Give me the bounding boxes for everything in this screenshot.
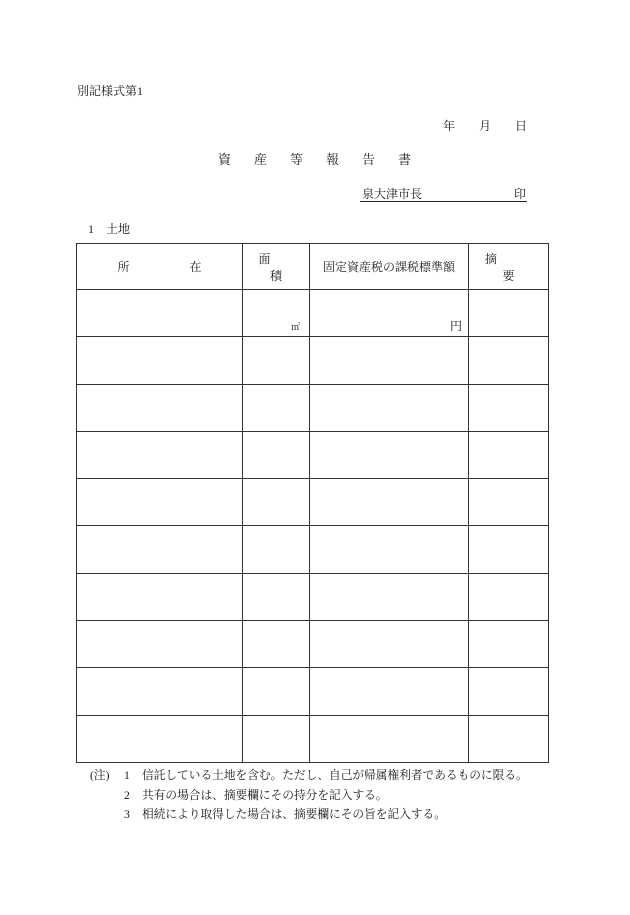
form-label: 別記様式第1: [77, 84, 144, 98]
tax-base-cell: [310, 668, 469, 715]
table-row: [77, 668, 549, 715]
table-row: [77, 384, 549, 431]
notes-section: [90, 766, 528, 825]
note-text: 共有の場合は、摘要欄にその持分を記入する。: [142, 788, 388, 802]
land-assets-table: [76, 243, 549, 763]
location-cell: [77, 479, 243, 526]
remarks-cell: [469, 384, 549, 431]
location-cell: [77, 621, 243, 668]
area-unit: ㎡: [290, 322, 300, 333]
tax-base-cell: [310, 384, 469, 431]
remarks-cell: [469, 668, 549, 715]
seal-mark: 印: [513, 187, 526, 201]
header-tax-base-label: 固定資産税の課税標準額: [322, 260, 455, 274]
area-cell: [243, 668, 310, 715]
location-cell: [77, 526, 243, 573]
tax-base-cell: [310, 431, 469, 478]
area-cell: [243, 337, 310, 384]
table-row: [77, 479, 549, 526]
remarks-cell: [469, 573, 549, 620]
area-cell: [243, 384, 310, 431]
remarks-cell: [469, 526, 549, 573]
table-row: [77, 431, 549, 478]
date-year-label: 年: [443, 119, 456, 133]
section-number: 1: [88, 222, 94, 236]
area-cell: [243, 573, 310, 620]
area-cell: [243, 290, 310, 337]
header-area-label: 面積: [258, 251, 305, 283]
remarks-cell: [469, 621, 549, 668]
remarks-cell: [469, 337, 549, 384]
addressee-line: [360, 186, 527, 202]
table-row: [77, 573, 549, 620]
location-cell: [77, 715, 243, 762]
notes-label: (注): [90, 769, 110, 782]
date-day-label: 日: [515, 119, 528, 133]
table-row: [77, 621, 549, 668]
tax-base-cell: [310, 479, 469, 526]
section-label: 土地: [106, 222, 131, 236]
area-cell: [243, 526, 310, 573]
tax-base-unit: 円: [449, 319, 462, 334]
remarks-cell: [469, 431, 549, 478]
area-cell: [243, 479, 310, 526]
tax-base-cell: [310, 290, 469, 337]
table-header-row: [77, 244, 549, 290]
table-row: [77, 526, 549, 573]
note-text: 相続により取得した場合は、摘要欄にその旨を記入する。: [142, 808, 446, 821]
remarks-cell: [469, 715, 549, 762]
header-location: [77, 244, 262, 290]
header-remarks: [469, 244, 549, 290]
header-remarks-label: 摘要: [484, 251, 550, 283]
location-cell: [77, 290, 243, 337]
tax-base-cell: [310, 621, 469, 668]
remarks-cell: [469, 290, 549, 337]
addressee-name: 泉大津市長: [362, 187, 423, 201]
location-cell: [77, 384, 243, 431]
area-cell: [243, 715, 310, 762]
document-title: 資産等報告書: [218, 152, 435, 167]
date-month-label: 月: [479, 119, 492, 133]
note-text: 信託している土地を含む。ただし、自己が帰属権利者であるものに限る。: [142, 769, 528, 782]
header-tax-base: [310, 244, 469, 290]
location-cell: [77, 337, 243, 384]
remarks-cell: [469, 479, 549, 526]
tax-base-cell: [310, 337, 469, 384]
location-cell: [77, 668, 243, 715]
tax-base-cell: [310, 526, 469, 573]
area-cell: [243, 431, 310, 478]
note-number: 2: [124, 788, 130, 802]
location-cell: [77, 431, 243, 478]
note-number: 1: [124, 769, 130, 782]
table-row: [77, 337, 549, 384]
tax-base-cell: [310, 573, 469, 620]
tax-base-cell: [310, 715, 469, 762]
header-location-label: 所在: [117, 260, 262, 274]
table-row: [77, 715, 549, 762]
location-cell: [77, 573, 243, 620]
table-row: [77, 290, 549, 337]
note-number: 3: [124, 808, 130, 821]
area-cell: [243, 621, 310, 668]
